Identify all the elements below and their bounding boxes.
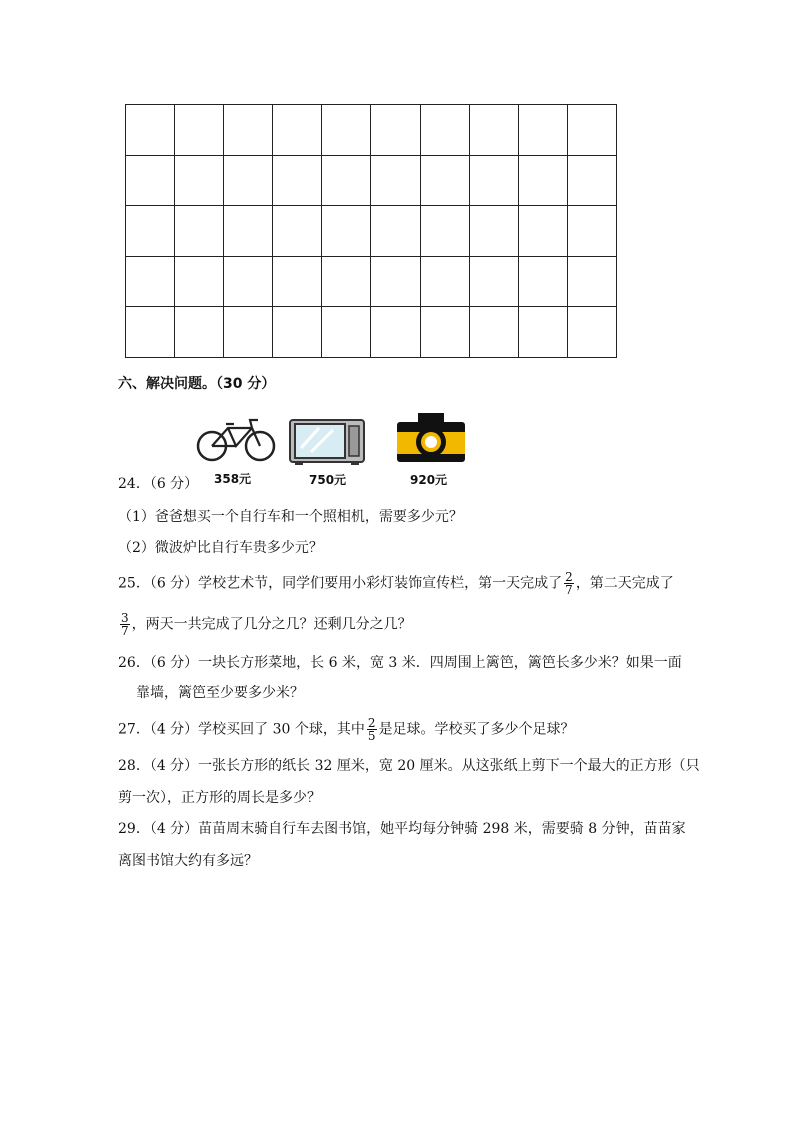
grid-cell — [175, 105, 224, 156]
grid-cell — [224, 105, 273, 156]
q28-line1: 28．（4 分）一张长方形的纸长 32 厘米，宽 20 厘米。从这张纸上剪下一个最大的正方形（只 — [118, 758, 700, 774]
grid-cell — [567, 206, 616, 257]
answer-grid — [125, 104, 617, 358]
grid-cell — [224, 256, 273, 307]
grid-cell — [371, 155, 420, 206]
microwave-price: 750元 — [309, 473, 347, 487]
grid-cell — [469, 155, 518, 206]
grid-cell — [567, 105, 616, 156]
grid-cell — [469, 206, 518, 257]
q26-line1: 26．（6 分）一块长方形菜地，长 6 米，宽 3 米．四周围上篱笆，篱笆长多少米？如果一面 — [118, 655, 682, 671]
grid-cell — [273, 155, 322, 206]
grid-cell — [322, 307, 371, 358]
q29-line2: 离图书馆大约有多远？ — [118, 853, 258, 869]
grid-cell — [126, 105, 175, 156]
grid-cell — [518, 105, 567, 156]
q28-line2: 剪一次），正方形的周长是多少？ — [118, 790, 321, 806]
camera-price: 920元 — [410, 473, 448, 487]
q25-fraction-1: $\frac{2}{7}$ — [565, 570, 573, 597]
section-title: 六、解决问题。（30 分） — [118, 376, 276, 392]
grid-row — [126, 105, 617, 156]
grid-row — [126, 256, 617, 307]
grid-cell — [126, 307, 175, 358]
grid-cell — [273, 307, 322, 358]
q24-head: 24．（6 分） — [118, 476, 199, 492]
grid-row — [126, 206, 617, 257]
grid-cell — [420, 206, 469, 257]
grid-row — [126, 307, 617, 358]
q25-line1: 25．（6 分）学校艺术节，同学们要用小彩灯装饰宣传栏，第一天完成了 $\frac{2}{7}$ ，第二天完成了 — [118, 570, 674, 597]
bicycle-icon — [196, 414, 276, 462]
grid-cell — [518, 206, 567, 257]
q26-line2: 靠墙，篱笆至少要多少米？ — [136, 685, 304, 701]
grid-cell — [175, 307, 224, 358]
grid-cell — [273, 105, 322, 156]
grid-cell — [371, 105, 420, 156]
grid-cell — [273, 206, 322, 257]
grid-row — [126, 155, 617, 206]
grid-cell — [420, 256, 469, 307]
q29-line1: 29．（4 分）苗苗周末骑自行车去图书馆，她平均每分钟骑 298 米，需要骑 8 分钟，苗苗家 — [118, 821, 686, 837]
grid-cell — [371, 206, 420, 257]
grid-cell — [175, 256, 224, 307]
grid-cell — [371, 256, 420, 307]
grid-cell — [518, 256, 567, 307]
q27-fraction: $\frac{2}{5}$ — [367, 716, 376, 743]
grid-cell — [126, 155, 175, 206]
bicycle-price: 358元 — [214, 472, 252, 486]
grid-cell — [224, 206, 273, 257]
grid-cell — [469, 105, 518, 156]
grid-cell — [518, 307, 567, 358]
grid-cell — [469, 256, 518, 307]
q25-line2: $\frac{3}{7}$ ，两天一共完成了几分之几？还剩几分之几？ — [121, 611, 412, 638]
grid-cell — [224, 307, 273, 358]
grid-cell — [567, 155, 616, 206]
grid-cell — [371, 307, 420, 358]
grid-cell — [518, 155, 567, 206]
grid-cell — [175, 155, 224, 206]
q27-line: 27．（4 分）学校买回了 30 个球，其中 $\frac{2}{5}$ 是足球。学校买了多少个足球？ — [118, 716, 575, 743]
camera-icon — [396, 412, 466, 464]
grid-cell — [420, 105, 469, 156]
grid-cell — [175, 206, 224, 257]
grid-cell — [420, 155, 469, 206]
grid-cell — [126, 256, 175, 307]
grid-cell — [322, 206, 371, 257]
grid-cell — [273, 256, 322, 307]
q25-fraction-2: $\frac{3}{7}$ — [121, 611, 129, 638]
grid-cell — [322, 105, 371, 156]
q24-sub2: （2）微波炉比自行车贵多少元？ — [118, 540, 323, 556]
microwave-icon — [289, 418, 365, 466]
grid-cell — [567, 256, 616, 307]
grid-cell — [322, 155, 371, 206]
grid-cell — [469, 307, 518, 358]
grid-cell — [126, 206, 175, 257]
grid-cell — [567, 307, 616, 358]
q24-sub1: （1）爸爸想买一个自行车和一个照相机，需要多少元？ — [118, 509, 463, 525]
grid-cell — [420, 307, 469, 358]
grid-cell — [224, 155, 273, 206]
grid-cell — [322, 256, 371, 307]
